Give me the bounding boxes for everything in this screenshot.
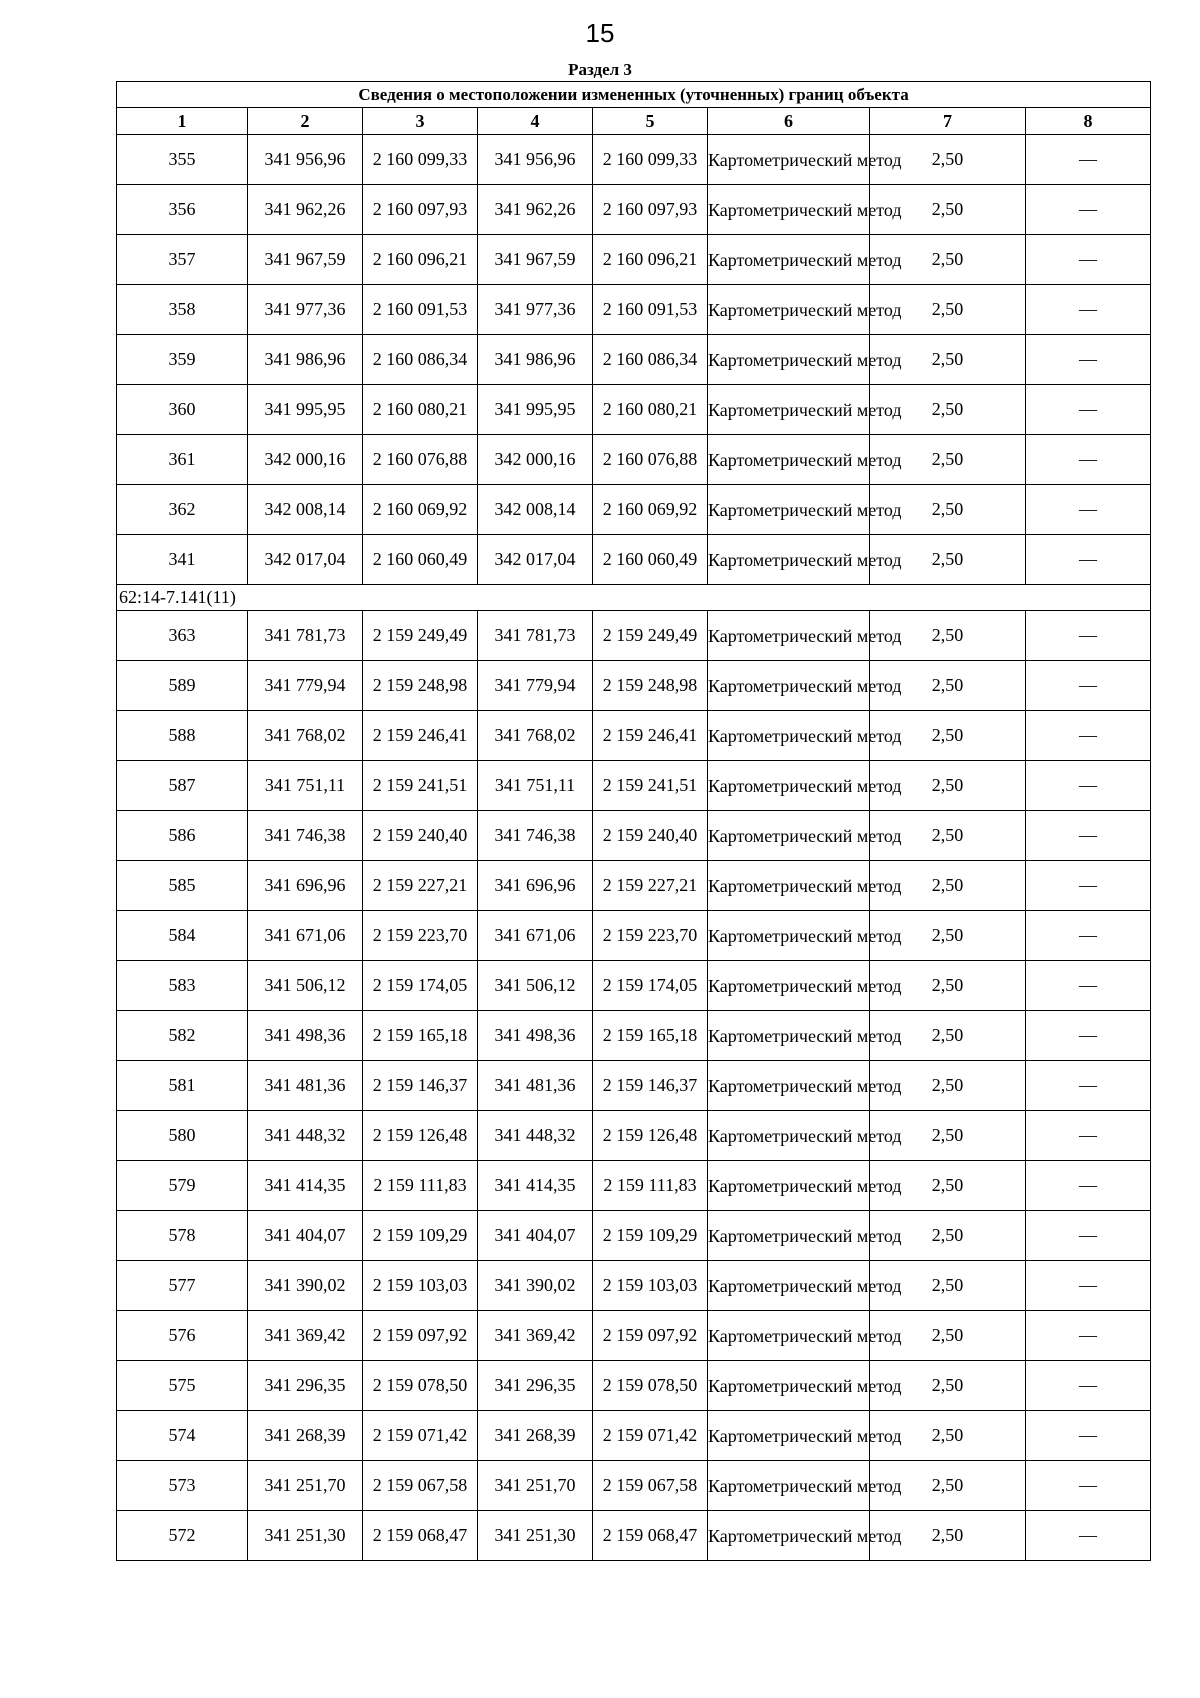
- table-row: [117, 661, 1151, 711]
- point-number-cell: 363: [117, 611, 248, 661]
- point-number-cell: 589: [117, 661, 248, 711]
- description-cell: —: [1026, 1011, 1151, 1061]
- description-cell: —: [1026, 611, 1151, 661]
- y-old-cell: 2 160 086,34: [363, 335, 478, 385]
- x-old-cell: 342 000,16: [248, 435, 363, 485]
- y-new-cell: 2 159 248,98: [593, 661, 708, 711]
- point-number-cell: 577: [117, 1261, 248, 1311]
- method-cell: Картометрический метод: [708, 1261, 870, 1311]
- accuracy-cell: 2,50: [870, 1411, 1026, 1461]
- accuracy-cell: 2,50: [870, 335, 1026, 385]
- method-cell: Картометрический метод: [708, 335, 870, 385]
- method-cell: Картометрический метод: [708, 661, 870, 711]
- x-new-cell: 341 498,36: [478, 1011, 593, 1061]
- y-old-cell: 2 159 240,40: [363, 811, 478, 861]
- method-cell: Картометрический метод: [708, 185, 870, 235]
- description-cell: —: [1026, 1411, 1151, 1461]
- description-cell: —: [1026, 385, 1151, 435]
- method-cell: Картометрический метод: [708, 235, 870, 285]
- x-new-cell: 341 251,30: [478, 1511, 593, 1561]
- x-old-cell: 341 962,26: [248, 185, 363, 235]
- point-number-cell: 587: [117, 761, 248, 811]
- accuracy-cell: 2,50: [870, 1211, 1026, 1261]
- table-row: [117, 961, 1151, 1011]
- x-new-cell: 341 779,94: [478, 661, 593, 711]
- y-old-cell: 2 159 111,83: [363, 1161, 478, 1211]
- x-old-cell: 341 251,70: [248, 1461, 363, 1511]
- table-row: [117, 1461, 1151, 1511]
- x-old-cell: 341 481,36: [248, 1061, 363, 1111]
- point-number-cell: 578: [117, 1211, 248, 1261]
- table-row: [117, 435, 1151, 485]
- y-old-cell: 2 159 248,98: [363, 661, 478, 711]
- column-number: 3: [363, 108, 478, 135]
- y-old-cell: 2 159 068,47: [363, 1511, 478, 1561]
- x-new-cell: 341 995,95: [478, 385, 593, 435]
- y-new-cell: 2 160 069,92: [593, 485, 708, 535]
- method-cell: Картометрический метод: [708, 1311, 870, 1361]
- x-new-cell: 341 967,59: [478, 235, 593, 285]
- method-cell: Картометрический метод: [708, 1361, 870, 1411]
- accuracy-cell: 2,50: [870, 1361, 1026, 1411]
- accuracy-cell: 2,50: [870, 1111, 1026, 1161]
- y-old-cell: 2 159 126,48: [363, 1111, 478, 1161]
- accuracy-cell: 2,50: [870, 811, 1026, 861]
- table-row: [117, 1361, 1151, 1411]
- description-cell: —: [1026, 335, 1151, 385]
- y-old-cell: 2 159 241,51: [363, 761, 478, 811]
- y-old-cell: 2 160 099,33: [363, 135, 478, 185]
- method-cell: Картометрический метод: [708, 861, 870, 911]
- y-old-cell: 2 160 076,88: [363, 435, 478, 485]
- y-new-cell: 2 159 146,37: [593, 1061, 708, 1111]
- column-number: 4: [478, 108, 593, 135]
- point-number-cell: 583: [117, 961, 248, 1011]
- description-cell: —: [1026, 861, 1151, 911]
- x-old-cell: 341 995,95: [248, 385, 363, 435]
- description-cell: —: [1026, 1311, 1151, 1361]
- method-cell: Картометрический метод: [708, 1211, 870, 1261]
- accuracy-cell: 2,50: [870, 385, 1026, 435]
- y-new-cell: 2 159 249,49: [593, 611, 708, 661]
- x-old-cell: 341 746,38: [248, 811, 363, 861]
- x-old-cell: 341 448,32: [248, 1111, 363, 1161]
- x-old-cell: 342 008,14: [248, 485, 363, 535]
- point-number-cell: 576: [117, 1311, 248, 1361]
- x-new-cell: 341 404,07: [478, 1211, 593, 1261]
- y-old-cell: 2 160 096,21: [363, 235, 478, 285]
- point-number-cell: 341: [117, 535, 248, 585]
- column-number: 8: [1026, 108, 1151, 135]
- x-old-cell: 341 506,12: [248, 961, 363, 1011]
- description-cell: —: [1026, 485, 1151, 535]
- y-old-cell: 2 160 060,49: [363, 535, 478, 585]
- point-number-cell: 362: [117, 485, 248, 535]
- table-row: [117, 135, 1151, 185]
- x-new-cell: 341 506,12: [478, 961, 593, 1011]
- y-new-cell: 2 159 246,41: [593, 711, 708, 761]
- accuracy-cell: 2,50: [870, 285, 1026, 335]
- column-number: 7: [870, 108, 1026, 135]
- x-old-cell: 341 751,11: [248, 761, 363, 811]
- x-new-cell: 341 768,02: [478, 711, 593, 761]
- y-new-cell: 2 160 091,53: [593, 285, 708, 335]
- description-cell: —: [1026, 661, 1151, 711]
- method-cell: Картометрический метод: [708, 961, 870, 1011]
- y-new-cell: 2 159 241,51: [593, 761, 708, 811]
- point-number-cell: 357: [117, 235, 248, 285]
- coordinates-table: [116, 81, 1151, 1561]
- table-row: [117, 485, 1151, 535]
- y-old-cell: 2 159 249,49: [363, 611, 478, 661]
- accuracy-cell: 2,50: [870, 861, 1026, 911]
- accuracy-cell: 2,50: [870, 711, 1026, 761]
- column-number: 2: [248, 108, 363, 135]
- description-cell: —: [1026, 761, 1151, 811]
- method-cell: Картометрический метод: [708, 1461, 870, 1511]
- x-new-cell: 341 369,42: [478, 1311, 593, 1361]
- x-old-cell: 341 977,36: [248, 285, 363, 335]
- description-cell: —: [1026, 961, 1151, 1011]
- point-number-cell: 572: [117, 1511, 248, 1561]
- point-number-cell: 355: [117, 135, 248, 185]
- y-new-cell: 2 159 126,48: [593, 1111, 708, 1161]
- y-old-cell: 2 159 071,42: [363, 1411, 478, 1461]
- section-title: Раздел 3: [568, 60, 632, 79]
- point-number-cell: 356: [117, 185, 248, 235]
- x-new-cell: 341 962,26: [478, 185, 593, 235]
- accuracy-cell: 2,50: [870, 1511, 1026, 1561]
- description-cell: —: [1026, 235, 1151, 285]
- accuracy-cell: 2,50: [870, 1061, 1026, 1111]
- x-new-cell: 341 781,73: [478, 611, 593, 661]
- description-cell: —: [1026, 1061, 1151, 1111]
- x-new-cell: 341 696,96: [478, 861, 593, 911]
- y-new-cell: 2 159 227,21: [593, 861, 708, 911]
- y-new-cell: 2 160 097,93: [593, 185, 708, 235]
- accuracy-cell: 2,50: [870, 235, 1026, 285]
- table-row: [117, 1311, 1151, 1361]
- x-new-cell: 341 390,02: [478, 1261, 593, 1311]
- y-new-cell: 2 160 099,33: [593, 135, 708, 185]
- description-cell: —: [1026, 1161, 1151, 1211]
- x-new-cell: 341 977,36: [478, 285, 593, 335]
- x-old-cell: 341 268,39: [248, 1411, 363, 1461]
- accuracy-cell: 2,50: [870, 661, 1026, 711]
- x-old-cell: 341 404,07: [248, 1211, 363, 1261]
- description-cell: —: [1026, 185, 1151, 235]
- y-new-cell: 2 160 080,21: [593, 385, 708, 435]
- point-number-cell: 361: [117, 435, 248, 485]
- method-cell: Картометрический метод: [708, 611, 870, 661]
- point-number-cell: 358: [117, 285, 248, 335]
- accuracy-cell: 2,50: [870, 185, 1026, 235]
- y-old-cell: 2 160 069,92: [363, 485, 478, 535]
- method-cell: Картометрический метод: [708, 911, 870, 961]
- table-body: [117, 135, 1151, 1561]
- group-label: 62:14-7.141(11): [117, 585, 1151, 611]
- method-cell: Картометрический метод: [708, 1111, 870, 1161]
- column-number: 6: [708, 108, 870, 135]
- y-old-cell: 2 159 174,05: [363, 961, 478, 1011]
- method-cell: Картометрический метод: [708, 435, 870, 485]
- method-cell: Картометрический метод: [708, 1011, 870, 1061]
- x-new-cell: 341 414,35: [478, 1161, 593, 1211]
- method-cell: Картометрический метод: [708, 811, 870, 861]
- column-number: 1: [117, 108, 248, 135]
- accuracy-cell: 2,50: [870, 1261, 1026, 1311]
- y-new-cell: 2 159 078,50: [593, 1361, 708, 1411]
- y-old-cell: 2 159 067,58: [363, 1461, 478, 1511]
- point-number-cell: 575: [117, 1361, 248, 1411]
- accuracy-cell: 2,50: [870, 1311, 1026, 1361]
- x-new-cell: 341 751,11: [478, 761, 593, 811]
- x-old-cell: 341 390,02: [248, 1261, 363, 1311]
- y-new-cell: 2 159 109,29: [593, 1211, 708, 1261]
- point-number-cell: 584: [117, 911, 248, 961]
- table-row: [117, 1161, 1151, 1211]
- method-cell: Картометрический метод: [708, 485, 870, 535]
- table-row: [117, 235, 1151, 285]
- y-old-cell: 2 159 146,37: [363, 1061, 478, 1111]
- x-old-cell: 341 781,73: [248, 611, 363, 661]
- y-new-cell: 2 160 076,88: [593, 435, 708, 485]
- method-cell: Картометрический метод: [708, 761, 870, 811]
- accuracy-cell: 2,50: [870, 1461, 1026, 1511]
- y-old-cell: 2 160 097,93: [363, 185, 478, 235]
- y-old-cell: 2 159 078,50: [363, 1361, 478, 1411]
- x-new-cell: 341 986,96: [478, 335, 593, 385]
- y-new-cell: 2 159 174,05: [593, 961, 708, 1011]
- accuracy-cell: 2,50: [870, 911, 1026, 961]
- x-old-cell: 341 369,42: [248, 1311, 363, 1361]
- table-row: [117, 535, 1151, 585]
- x-old-cell: 341 414,35: [248, 1161, 363, 1211]
- table-row: [117, 385, 1151, 435]
- column-number: 5: [593, 108, 708, 135]
- y-new-cell: 2 159 067,58: [593, 1461, 708, 1511]
- y-old-cell: 2 159 097,92: [363, 1311, 478, 1361]
- y-new-cell: 2 160 086,34: [593, 335, 708, 385]
- point-number-cell: 582: [117, 1011, 248, 1061]
- y-new-cell: 2 159 097,92: [593, 1311, 708, 1361]
- x-old-cell: 341 986,96: [248, 335, 363, 385]
- x-new-cell: 342 008,14: [478, 485, 593, 535]
- method-cell: Картометрический метод: [708, 1061, 870, 1111]
- y-new-cell: 2 159 071,42: [593, 1411, 708, 1461]
- x-old-cell: 341 498,36: [248, 1011, 363, 1061]
- x-old-cell: 341 956,96: [248, 135, 363, 185]
- x-old-cell: 342 017,04: [248, 535, 363, 585]
- method-cell: Картометрический метод: [708, 1511, 870, 1561]
- x-new-cell: 341 296,35: [478, 1361, 593, 1411]
- x-new-cell: 342 000,16: [478, 435, 593, 485]
- y-old-cell: 2 159 246,41: [363, 711, 478, 761]
- description-cell: —: [1026, 285, 1151, 335]
- x-old-cell: 341 768,02: [248, 711, 363, 761]
- y-new-cell: 2 159 103,03: [593, 1261, 708, 1311]
- y-new-cell: 2 159 240,40: [593, 811, 708, 861]
- method-cell: Картометрический метод: [708, 285, 870, 335]
- point-number-cell: 580: [117, 1111, 248, 1161]
- accuracy-cell: 2,50: [870, 1011, 1026, 1061]
- group-row: [117, 585, 1151, 611]
- table-row: [117, 1511, 1151, 1561]
- y-new-cell: 2 160 096,21: [593, 235, 708, 285]
- x-new-cell: 342 017,04: [478, 535, 593, 585]
- description-cell: —: [1026, 1511, 1151, 1561]
- accuracy-cell: 2,50: [870, 535, 1026, 585]
- y-new-cell: 2 159 111,83: [593, 1161, 708, 1211]
- accuracy-cell: 2,50: [870, 761, 1026, 811]
- point-number-cell: 360: [117, 385, 248, 435]
- description-cell: —: [1026, 1261, 1151, 1311]
- x-old-cell: 341 671,06: [248, 911, 363, 961]
- point-number-cell: 579: [117, 1161, 248, 1211]
- table-row: [117, 761, 1151, 811]
- method-cell: Картометрический метод: [708, 711, 870, 761]
- description-cell: —: [1026, 1461, 1151, 1511]
- accuracy-cell: 2,50: [870, 961, 1026, 1011]
- table-row: [117, 1061, 1151, 1111]
- table-row: [117, 811, 1151, 861]
- method-cell: Картометрический метод: [708, 535, 870, 585]
- description-cell: —: [1026, 135, 1151, 185]
- description-cell: —: [1026, 911, 1151, 961]
- x-new-cell: 341 746,38: [478, 811, 593, 861]
- method-cell: Картометрический метод: [708, 385, 870, 435]
- page-number: 15: [585, 18, 615, 48]
- accuracy-cell: 2,50: [870, 135, 1026, 185]
- table-row: [117, 1011, 1151, 1061]
- y-old-cell: 2 159 227,21: [363, 861, 478, 911]
- method-cell: Картометрический метод: [708, 135, 870, 185]
- y-old-cell: 2 159 109,29: [363, 1211, 478, 1261]
- table-row: [117, 1111, 1151, 1161]
- table-row: [117, 611, 1151, 661]
- accuracy-cell: 2,50: [870, 485, 1026, 535]
- x-old-cell: 341 779,94: [248, 661, 363, 711]
- x-new-cell: 341 268,39: [478, 1411, 593, 1461]
- x-new-cell: 341 481,36: [478, 1061, 593, 1111]
- y-new-cell: 2 160 060,49: [593, 535, 708, 585]
- point-number-cell: 359: [117, 335, 248, 385]
- x-new-cell: 341 671,06: [478, 911, 593, 961]
- table-row: [117, 1211, 1151, 1261]
- description-cell: —: [1026, 535, 1151, 585]
- description-cell: —: [1026, 435, 1151, 485]
- x-new-cell: 341 251,70: [478, 1461, 593, 1511]
- x-new-cell: 341 956,96: [478, 135, 593, 185]
- x-old-cell: 341 251,30: [248, 1511, 363, 1561]
- y-old-cell: 2 159 223,70: [363, 911, 478, 961]
- x-old-cell: 341 296,35: [248, 1361, 363, 1411]
- point-number-cell: 581: [117, 1061, 248, 1111]
- table-row: [117, 711, 1151, 761]
- y-new-cell: 2 159 223,70: [593, 911, 708, 961]
- x-old-cell: 341 696,96: [248, 861, 363, 911]
- description-cell: —: [1026, 1211, 1151, 1261]
- description-cell: —: [1026, 1361, 1151, 1411]
- x-old-cell: 341 967,59: [248, 235, 363, 285]
- table-row: [117, 285, 1151, 335]
- y-old-cell: 2 159 103,03: [363, 1261, 478, 1311]
- x-new-cell: 341 448,32: [478, 1111, 593, 1161]
- point-number-cell: 574: [117, 1411, 248, 1461]
- description-cell: —: [1026, 1111, 1151, 1161]
- y-new-cell: 2 159 068,47: [593, 1511, 708, 1561]
- table-row: [117, 861, 1151, 911]
- table-row: [117, 911, 1151, 961]
- y-old-cell: 2 160 080,21: [363, 385, 478, 435]
- table-row: [117, 1411, 1151, 1461]
- description-cell: —: [1026, 811, 1151, 861]
- point-number-cell: 585: [117, 861, 248, 911]
- accuracy-cell: 2,50: [870, 1161, 1026, 1211]
- point-number-cell: 573: [117, 1461, 248, 1511]
- table-row: [117, 335, 1151, 385]
- accuracy-cell: 2,50: [870, 435, 1026, 485]
- method-cell: Картометрический метод: [708, 1161, 870, 1211]
- table-caption: Сведения о местоположении измененных (уточненных) границ объекта: [117, 82, 1151, 108]
- table-row: [117, 185, 1151, 235]
- y-new-cell: 2 159 165,18: [593, 1011, 708, 1061]
- table-row: [117, 1261, 1151, 1311]
- column-number-row: [117, 108, 1151, 135]
- description-cell: —: [1026, 711, 1151, 761]
- point-number-cell: 588: [117, 711, 248, 761]
- accuracy-cell: 2,50: [870, 611, 1026, 661]
- y-old-cell: 2 160 091,53: [363, 285, 478, 335]
- point-number-cell: 586: [117, 811, 248, 861]
- y-old-cell: 2 159 165,18: [363, 1011, 478, 1061]
- method-cell: Картометрический метод: [708, 1411, 870, 1461]
